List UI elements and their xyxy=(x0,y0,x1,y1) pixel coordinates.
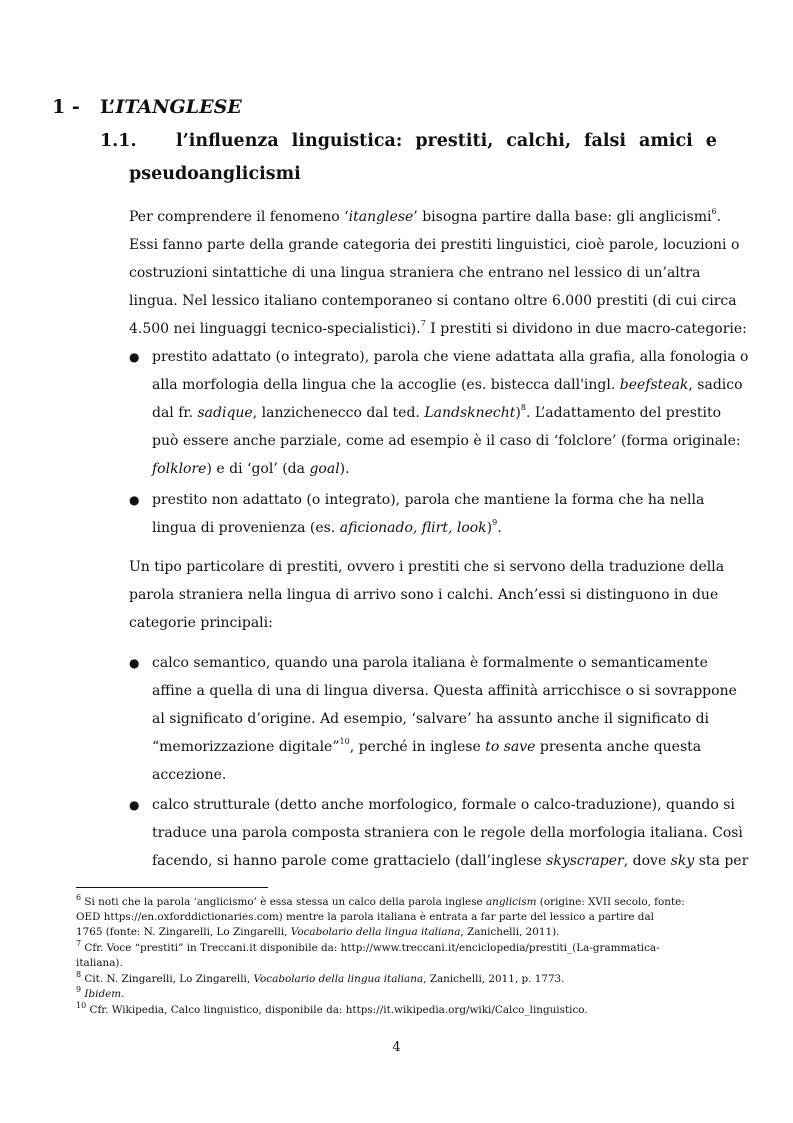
footnote-10: $^{10}$ Cfr. Wikipedia, Calco linguistico, disponibile da: https://it.wikipedia.org/wiki/Calco_linguistico. xyxy=(76,1000,588,1016)
text-line: al significato d’origine. Ad esempio, ‘salvare’ ha assunto anche il significato di xyxy=(152,711,710,727)
text-line: lingua di provenienza (es. aficionado, flirt, look)$^9$. xyxy=(152,518,502,536)
text-line: facendo, si hanno parole come grattacielo (dall’inglese skyscraper, dove sky sta per xyxy=(152,853,749,869)
footnote-line: 1765 (fonte: N. Zingarelli, Lo Zingarelli, Vocabolario della lingua italiana, Zanichelli, 2011). xyxy=(76,926,560,938)
list-item: prestito non adattato (o integrato), parola che mantiene la forma che ha nella xyxy=(152,492,705,508)
page-number: 4 xyxy=(392,1040,401,1055)
footnote-9: $^9$ Ibidem. xyxy=(76,984,125,1000)
text-line: 4.500 nei linguaggi tecnico-specialistici).$^7$ I prestiti si dividono in due macro-categorie: xyxy=(129,319,747,337)
text-line: Un tipo particolare di prestiti, ovvero i prestiti che si servono della traduzione della xyxy=(129,559,725,575)
heading-2-number: 1.1. xyxy=(100,131,137,151)
bullet-icon: ● xyxy=(129,350,140,364)
text-line: alla morfologia della lingua che la accoglie (es. bistecca dall'ingl. beefsteak, sadico xyxy=(152,377,743,393)
heading-1-number: 1 - xyxy=(52,96,80,118)
list-item: prestito adattato (o integrato), parola che viene adattata alla grafia, alla fonologia o xyxy=(152,349,749,365)
text-line: traduce una parola composta straniera con le regole della morfologia italiana. Così xyxy=(152,825,743,841)
footnote-divider xyxy=(76,887,268,888)
text-line: parola straniera nella lingua di arrivo sono i calchi. Anch’essi si distinguono in due xyxy=(129,587,719,603)
list-item: calco semantico, quando una parola italiana è formalmente o semanticamente xyxy=(152,655,708,671)
bullet-icon: ● xyxy=(129,656,140,670)
text-line: Per comprendere il fenomeno ‘itanglese’ bisogna partire dalla base: gli anglicismi$^6$. xyxy=(129,207,722,225)
text-line: categorie principali: xyxy=(129,615,273,631)
footnote-8: $^8$ Cit. N. Zingarelli, Lo Zingarelli, Vocabolario della lingua italiana, Zanichelli, 2011, p. 1773. xyxy=(76,969,565,985)
bullet-icon: ● xyxy=(129,798,140,812)
footnote-7: $^7$ Cfr. Voce “prestiti” in Treccani.it disponibile da: http://www.treccani.it/enciclopedia/prestiti_(La-grammatica- xyxy=(76,938,660,954)
bullet-icon: ● xyxy=(129,493,140,507)
text-line: affine a quella di una di lingua diversa. Questa affinità arricchisce o si sovrappone xyxy=(152,683,737,699)
list-item: calco strutturale (detto anche morfologico, formale o calco-traduzione), quando si xyxy=(152,797,735,813)
heading-1-title: L’ITANGLESE xyxy=(100,96,242,118)
text-line: “memorizzazione digitale”$^{10}$, perché in inglese to save presenta anche questa xyxy=(152,737,702,755)
heading-2-title-line1: l’influenza linguistica: prestiti, calchi, falsi amici e xyxy=(176,131,717,151)
text-line: può essere anche parziale, come ad esempio è il caso di ‘folclore’ (forma originale: xyxy=(152,433,741,449)
text-line: folklore) e di ‘gol’ (da goal). xyxy=(152,461,350,477)
text-line: Essi fanno parte della grande categoria dei prestiti linguistici, cioè parole, locuzioni o xyxy=(129,237,740,253)
footnote-line: italiana). xyxy=(76,957,123,969)
heading-2-title-line2: pseudoanglicismi xyxy=(129,164,301,184)
text-line: dal fr. sadique, lanzichenecco dal ted. Landsknecht)$^8$. L’adattamento del prestito xyxy=(152,403,722,421)
footnote-line: OED https://en.oxforddictionaries.com) mentre la parola italiana è entrata a far parte del lessico a partire dal xyxy=(76,911,654,923)
text-line: accezione. xyxy=(152,767,227,783)
text-line: lingua. Nel lessico italiano contemporaneo si contano oltre 6.000 prestiti (di cui circa xyxy=(129,293,737,309)
text-line: costruzioni sintattiche di una lingua straniera che entrano nel lessico di un’altra xyxy=(129,265,701,281)
footnote-6: $^6$ Si noti che la parola ‘anglicismo’ è essa stessa un calco della parola inglese anglicism (origine: XVII secolo, fonte: xyxy=(76,892,685,908)
